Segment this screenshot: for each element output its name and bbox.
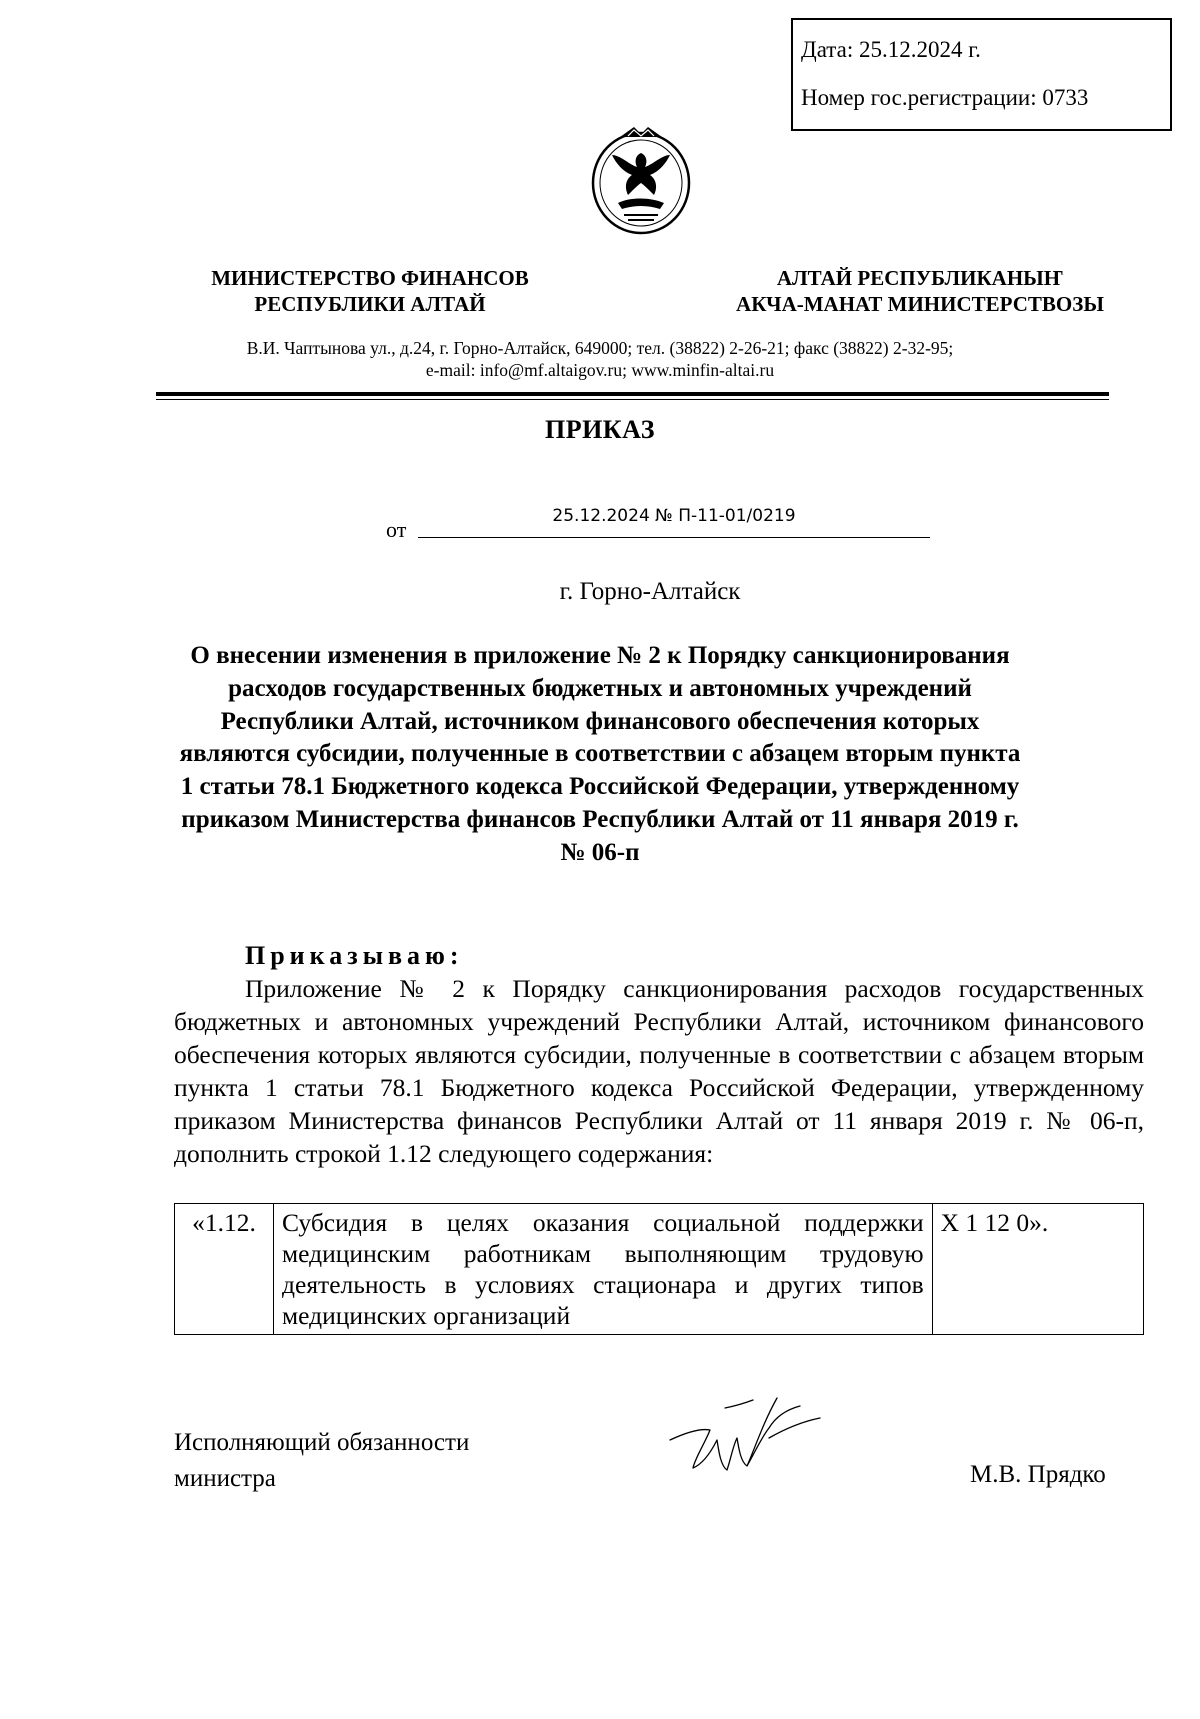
handwritten-signature-icon bbox=[665, 1378, 825, 1493]
table-cell-number: «1.12. bbox=[175, 1204, 274, 1335]
table-cell-description: Субсидия в целях оказания социальной поддержки медицинским работникам выполняющим трудовую деятельность в условиях стационара и других типов медицинских организаций bbox=[274, 1204, 933, 1335]
ministry-name-altai bbox=[700, 265, 1140, 317]
table-row bbox=[175, 1204, 1144, 1335]
order-body: Приложение № 2 к Порядку санкционирования расходов государственных бюджетных и автономных учреждений Республики Алтай, источником финансового обеспечения которых являются субсидии, полученные в соответствии с абзацем вторым пункта 1 статьи 78.1 Бюджетного кодекса Российской Федерации, утвержденному приказом Министерства финансов Республики Алтай от 11 января 2019 г. № 06-п, дополнить строкой 1.12 следующего содержания: bbox=[174, 974, 1144, 1168]
header-divider-thin bbox=[156, 399, 1109, 400]
subject-line: являются субсидии, полученные в соответствии с абзацем вторым пункта bbox=[179, 740, 1021, 768]
signatory-position bbox=[174, 1425, 469, 1497]
registration-number: Номер гос.регистрации: 0733 bbox=[801, 85, 1089, 110]
signatory-name: М.В. Прядко bbox=[970, 1461, 1106, 1488]
registration-date: Дата: 25.12.2024 г. bbox=[801, 37, 981, 62]
document-subject bbox=[150, 640, 1050, 870]
document-title: ПРИКАЗ bbox=[544, 415, 656, 444]
ministry-name-alt-line1: АЛТАЙ РЕСПУБЛИКАНЫҤ bbox=[776, 266, 1064, 290]
ministry-name-ru-line1: МИНИСТЕРСТВО ФИНАНСОВ bbox=[211, 266, 529, 290]
city: г. Горно-Алтайск bbox=[559, 578, 741, 605]
ministry-name-ru-line2: РЕСПУБЛИКИ АЛТАЙ bbox=[254, 292, 486, 316]
signatory-position-line2: министра bbox=[174, 1465, 276, 1492]
subject-line: № 06-п bbox=[560, 838, 640, 866]
subject-line: расходов государственных бюджетных и автономных учреждений bbox=[228, 674, 972, 702]
decree-word: Приказываю: bbox=[245, 941, 464, 970]
header-divider-thick bbox=[156, 392, 1109, 396]
subject-line: 1 статьи 78.1 Бюджетного кодекса Российской Федерации, утвержденному bbox=[180, 773, 1020, 801]
subject-line: Республики Алтай, источником финансового обеспечения которых bbox=[220, 707, 980, 735]
table-cell-code: Х 1 12 0». bbox=[932, 1204, 1143, 1335]
republic-altai-coat-of-arms-icon bbox=[590, 125, 692, 237]
date-label: от bbox=[386, 517, 407, 542]
addition-table bbox=[174, 1203, 1144, 1335]
subject-line: О внесении изменения в приложение № 2 к Порядку санкционирования bbox=[190, 642, 1010, 669]
order-number-underline bbox=[418, 537, 930, 538]
order-number: 25.12.2024 № П-11-01/0219 bbox=[552, 506, 796, 526]
signatory-position-line1: Исполняющий обязанности bbox=[174, 1429, 470, 1456]
ministry-address: В.И. Чаптынова ул., д.24, г. Горно-Алтайск, 649000; тел. (38822) 2-26-21; факс (38822) 2-32-95; bbox=[246, 338, 954, 358]
subject-line: приказом Министерства финансов Республики Алтай от 11 января 2019 г. bbox=[181, 805, 1019, 833]
ministry-contacts: e-mail: info@mf.altaigov.ru; www.minfin-altai.ru bbox=[425, 360, 775, 380]
ministry-name-alt-line2: АКЧА-МАНАТ МИНИСТЕРСТВОЗЫ bbox=[736, 292, 1104, 316]
registration-stamp bbox=[791, 18, 1172, 131]
ministry-name-russian bbox=[170, 265, 570, 317]
